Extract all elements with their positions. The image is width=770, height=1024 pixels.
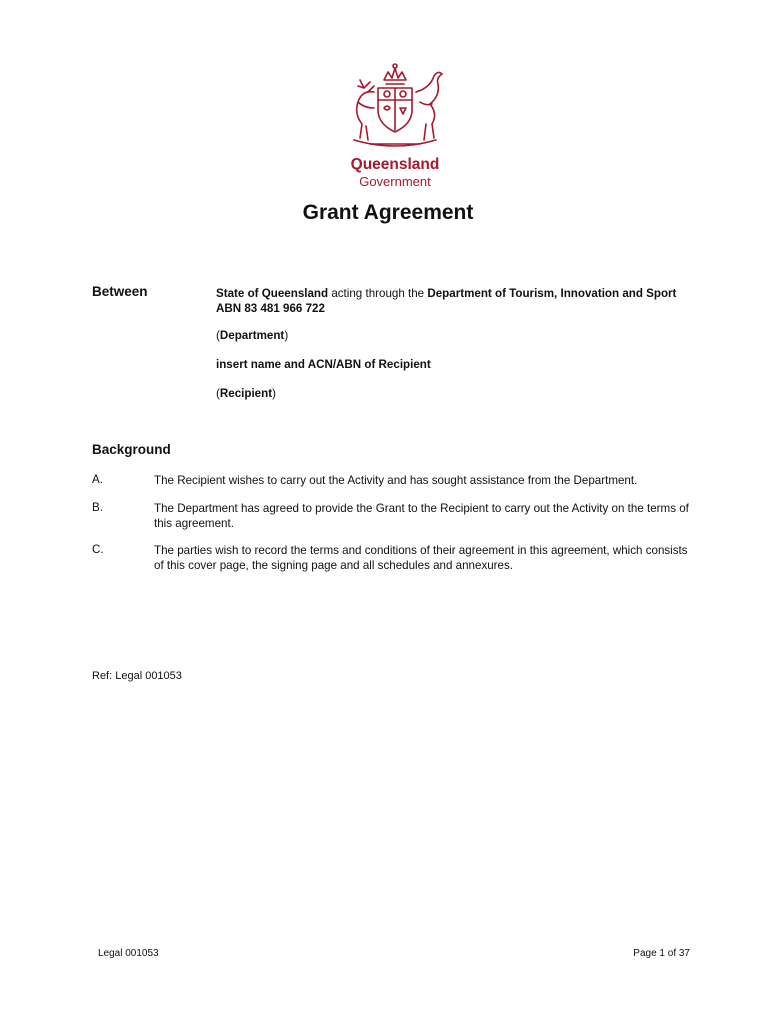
party-two: insert name and ACN/ABN of Recipient [216, 358, 431, 371]
paren-open: ( [216, 329, 220, 342]
recital-letter-a: A. [92, 473, 103, 486]
party-one-connector: acting through the [328, 287, 428, 300]
footer-reference: Legal 001053 [98, 948, 159, 959]
between-label: Between [92, 284, 148, 299]
paren-close: ) [272, 387, 276, 400]
queensland-government-logo [340, 62, 450, 190]
party-one-department: Department of Tourism, Innovation and Sport ABN 83 481 966 722 [216, 287, 677, 315]
party-one-short [216, 328, 704, 343]
recital-letter-b: B. [92, 501, 103, 514]
background-heading: Background [92, 442, 171, 457]
recital-text-a: The Recipient wishes to carry out the Activity and has sought assistance from the Department. [154, 474, 638, 487]
party-two-short-name: Recipient [219, 387, 273, 400]
party-one [216, 286, 704, 316]
party-one-name: State of Queensland [216, 287, 329, 300]
logo-word-government: Government [359, 174, 431, 189]
paren-open: ( [216, 387, 220, 400]
paren-close: ) [284, 329, 289, 342]
recital-text-c: The parties wish to record the terms and conditions of their agreement in this agreement, which consists of this cover page, the signing page and all schedules and annexures. [154, 544, 688, 572]
reference-number: Ref: Legal 001053 [92, 670, 182, 682]
footer-page-number: Page 1 of 37 [633, 948, 690, 959]
logo-word-queensland: Queensland [350, 156, 440, 173]
recital-letter-c: C. [92, 543, 104, 556]
party-two-short [216, 386, 704, 401]
recital-text-b: The Department has agreed to provide the Grant to the Recipient to carry out the Activity on the terms of this agreement. [154, 502, 689, 530]
document-title: Grant Agreement [302, 201, 474, 224]
party-one-short-name: Department [219, 329, 285, 342]
coat-of-arms-icon [340, 62, 450, 154]
